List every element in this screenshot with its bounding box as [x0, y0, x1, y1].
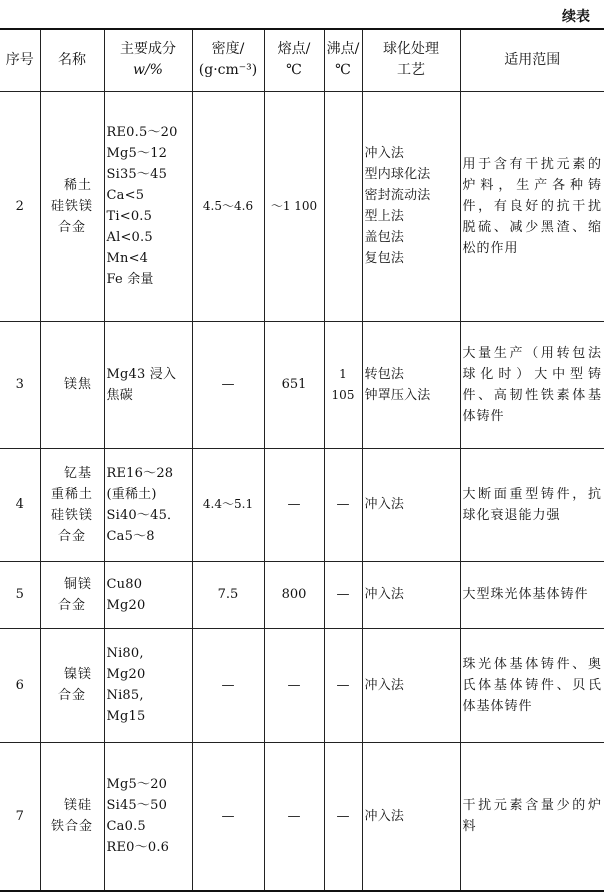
- composition-line: Si45～50: [106, 798, 168, 814]
- header-density-unit: (g·cm⁻³): [198, 62, 258, 79]
- process-cell: [362, 742, 460, 891]
- process-line: 冲入法: [364, 497, 405, 512]
- composition-line: Ca0.5: [106, 819, 146, 835]
- alloy-name: [40, 628, 104, 742]
- composition-line: Mg5～20: [106, 777, 168, 793]
- composition-line: RE16～28: [106, 465, 174, 481]
- melting-point-cell: —: [264, 742, 324, 891]
- continued-label: 续表: [562, 9, 590, 25]
- header-density-label: 密度/: [211, 41, 245, 58]
- table-row: [0, 742, 604, 891]
- table-row: [0, 628, 604, 742]
- process-line: 型上法: [364, 209, 405, 224]
- composition-cell: [104, 321, 192, 448]
- composition-line: Ni85,: [106, 688, 144, 703]
- application-cell: 大型珠光体基体铸件: [460, 561, 604, 628]
- composition-line: RE0～0.6: [106, 840, 170, 856]
- process-cell: [362, 91, 460, 321]
- header-melting-label: 熔点/: [277, 41, 311, 58]
- composition-line: Mg43 浸入: [106, 366, 177, 382]
- alloy-name-line: 硅铁镁: [50, 198, 93, 214]
- alloy-name: [40, 742, 104, 891]
- composition-cell: [104, 561, 192, 628]
- boiling-point-cell: —: [324, 561, 362, 628]
- composition-line: 焦碳: [106, 387, 133, 403]
- alloy-name-line: 合金: [57, 688, 86, 703]
- alloy-name: [40, 448, 104, 561]
- process-line: 冲入法: [364, 677, 405, 693]
- header-application: 适用范围: [460, 29, 604, 91]
- melting-point-cell: 800: [264, 561, 324, 628]
- table-row: [0, 321, 604, 448]
- alloy-name-line: 合金: [57, 219, 86, 235]
- composition-line: Ti<0.5: [106, 209, 153, 224]
- composition-cell: [104, 91, 192, 321]
- composition-line: Mg15: [106, 709, 146, 724]
- row-no: 3: [0, 321, 40, 448]
- header-density: [192, 29, 264, 91]
- header-no: 序号: [0, 29, 40, 91]
- process-line: 盖包法: [364, 230, 405, 245]
- composition-cell: [104, 448, 192, 561]
- header-composition-label: 主要成分: [120, 41, 176, 58]
- composition-line: Mg20: [106, 597, 146, 613]
- density-cell: —: [192, 321, 264, 448]
- composition-line: Al<0.5: [106, 230, 153, 245]
- header-boiling-unit: ℃: [335, 62, 351, 79]
- process-line: 型内球化法: [364, 167, 431, 182]
- row-no: 2: [0, 91, 40, 321]
- boiling-point-cell: —: [324, 628, 362, 742]
- application-cell: 用于含有干扰元素的炉料，生产各种铸件，有良好的抗干扰脱硫、减少黑渣、缩松的作用: [460, 91, 604, 321]
- alloy-name-line: 合金: [57, 597, 86, 613]
- composition-line: Si40～45．: [106, 507, 181, 523]
- row-no: 7: [0, 742, 40, 891]
- density-cell: —: [192, 628, 264, 742]
- boiling-point-cell: 1 105: [324, 321, 362, 448]
- composition-line: Si35～45: [106, 167, 168, 182]
- alloy-name: [40, 321, 104, 448]
- header-boiling-label: 沸点/: [326, 41, 360, 58]
- alloy-name-line: 重稀土: [50, 486, 93, 502]
- alloy-table: [0, 28, 604, 892]
- alloy-name: [40, 91, 104, 321]
- boiling-point-cell: —: [324, 742, 362, 891]
- boiling-point-cell: [324, 91, 362, 321]
- table-row: [0, 561, 604, 628]
- alloy-name-line: 镍镁: [63, 667, 92, 682]
- alloy-name-line: 镁硅: [63, 798, 92, 814]
- header-process: [362, 29, 460, 91]
- header-process-label-2: 工艺: [397, 62, 425, 79]
- composition-line: Ca5～8: [106, 528, 155, 544]
- application-cell: 干扰元素含量少的炉料: [460, 742, 604, 891]
- process-line: 冲入法: [364, 808, 405, 824]
- density-cell: 4.5～4.6: [192, 91, 264, 321]
- alloy-name-line: 铜镁: [63, 576, 92, 592]
- composition-line: (重稀土): [106, 486, 157, 502]
- composition-line: Ni80,: [106, 646, 144, 661]
- process-cell: [362, 321, 460, 448]
- alloy-name-line: 铁合金: [50, 819, 93, 835]
- melting-point-cell: —: [264, 448, 324, 561]
- process-cell: [362, 561, 460, 628]
- header-boiling: [324, 29, 362, 91]
- process-cell: [362, 448, 460, 561]
- header-composition-unit: w/%: [132, 62, 163, 79]
- alloy-name-line: 钇基: [63, 465, 92, 481]
- alloy-name-line: 硅铁镁: [50, 507, 93, 523]
- application-cell: 珠光体基体铸件、奥氏体基体铸件、贝氏体基体铸件: [460, 628, 604, 742]
- composition-line: Fe 余量: [106, 272, 154, 287]
- melting-point-cell: —: [264, 628, 324, 742]
- process-line: 冲入法: [364, 587, 405, 602]
- process-line: 复包法: [364, 251, 405, 266]
- header-melting: [264, 29, 324, 91]
- process-cell: [362, 628, 460, 742]
- process-line: 转包法: [364, 366, 405, 382]
- composition-line: Mn<4: [106, 251, 149, 266]
- boiling-point-cell: —: [324, 448, 362, 561]
- alloy-name: [40, 561, 104, 628]
- row-no: 4: [0, 448, 40, 561]
- header-melting-unit: ℃: [286, 62, 302, 79]
- process-line: 冲入法: [364, 146, 405, 161]
- composition-line: Cu80: [106, 576, 143, 592]
- process-line: 密封流动法: [364, 188, 431, 203]
- row-no: 5: [0, 561, 40, 628]
- density-cell: —: [192, 742, 264, 891]
- density-cell: 4.4～5.1: [192, 448, 264, 561]
- composition-cell: [104, 628, 192, 742]
- header-row: [0, 29, 604, 91]
- density-cell: 7.5: [192, 561, 264, 628]
- header-process-label: 球化处理: [383, 41, 439, 58]
- composition-cell: [104, 742, 192, 891]
- alloy-name-line: 镁焦: [63, 377, 92, 392]
- alloy-name-line: 合金: [57, 528, 86, 544]
- composition-line: Mg20: [106, 667, 146, 682]
- application-cell: 大断面重型铸件，抗球化衰退能力强: [460, 448, 604, 561]
- melting-point-cell: 651: [264, 321, 324, 448]
- table-row: [0, 91, 604, 321]
- composition-line: RE0.5～20: [106, 125, 178, 140]
- application-cell: 大量生产（用转包法球化时）大中型铸件、高韧性铁素体基体铸件: [460, 321, 604, 448]
- header-name: 名称: [40, 29, 104, 91]
- process-line: 钟罩压入法: [364, 387, 431, 403]
- row-no: 6: [0, 628, 40, 742]
- table-row: [0, 448, 604, 561]
- composition-line: Ca<5: [106, 188, 145, 203]
- header-composition: [104, 29, 192, 91]
- composition-line: Mg5～12: [106, 146, 168, 161]
- alloy-name-line: 稀土: [63, 177, 92, 193]
- melting-point-cell: ～1 100: [264, 91, 324, 321]
